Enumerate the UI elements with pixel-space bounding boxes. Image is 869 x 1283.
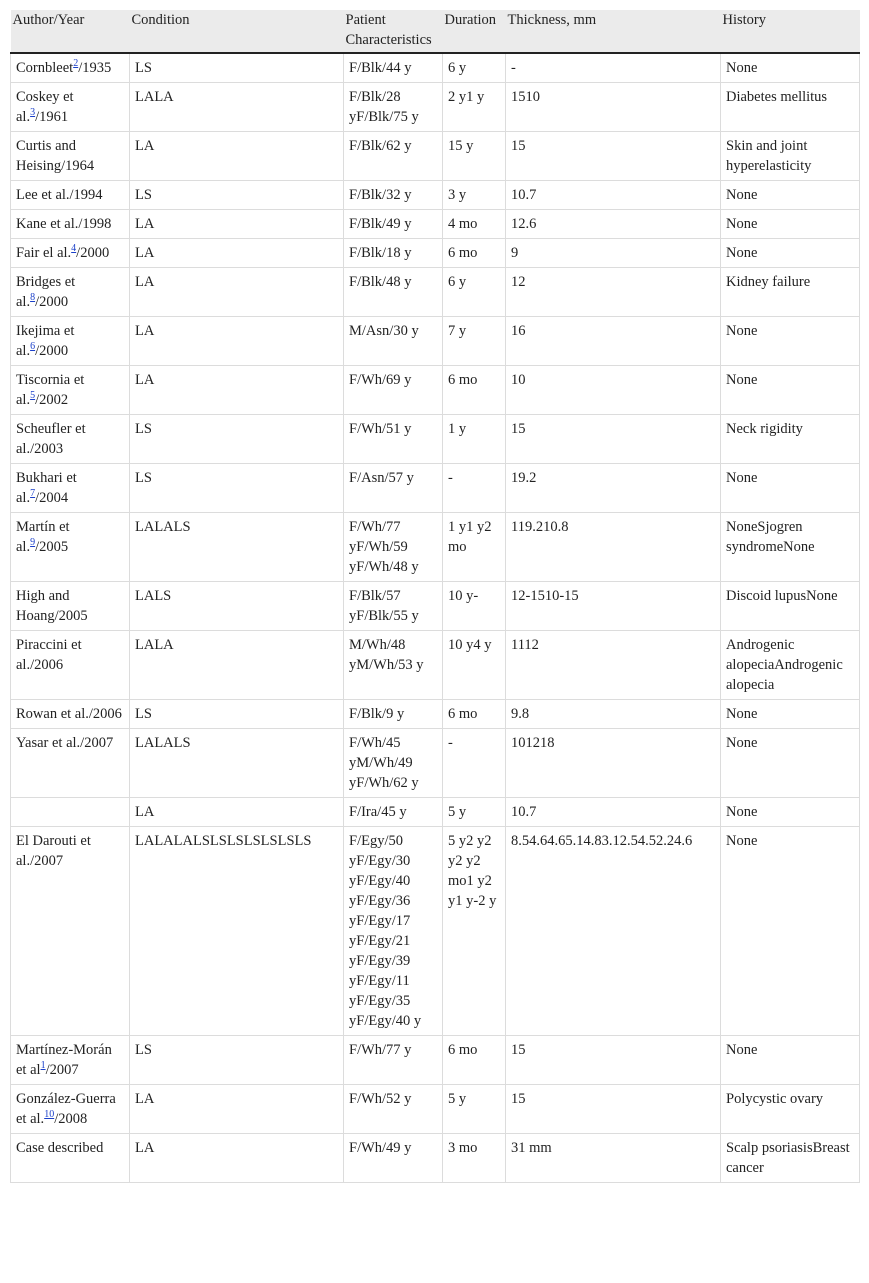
cell-condition: LS	[130, 415, 344, 464]
publication-year: /2000	[35, 294, 69, 310]
cell-thickness: 15	[506, 1036, 721, 1085]
cell-condition: LA	[130, 798, 344, 827]
cell-author-year	[11, 317, 130, 366]
cell-condition: LALALS	[130, 513, 344, 582]
cell-thickness: 31 mm	[506, 1134, 721, 1183]
cell-duration: 6 mo	[443, 700, 506, 729]
cell-history: None	[721, 827, 860, 1036]
cell-author-year	[11, 415, 130, 464]
author-name: Martínez-Morán et al	[16, 1042, 112, 1078]
cell-thickness: 12-1510-15	[506, 582, 721, 631]
publication-year: /2002	[35, 392, 69, 408]
cell-patient-characteristics: F/Blk/18 y	[344, 239, 443, 268]
cell-patient-characteristics: M/Wh/48 yM/Wh/53 y	[344, 631, 443, 700]
publication-year: /2000	[76, 245, 110, 261]
cell-patient-characteristics: F/Wh/77 y	[344, 1036, 443, 1085]
cell-duration: 2 y1 y	[443, 83, 506, 132]
cell-author-year	[11, 513, 130, 582]
cell-author-year	[11, 239, 130, 268]
table-row	[11, 239, 860, 268]
cell-author-year	[11, 631, 130, 700]
cell-condition: LS	[130, 181, 344, 210]
table-row	[11, 53, 860, 83]
cell-condition: LALA	[130, 83, 344, 132]
cell-author-year	[11, 132, 130, 181]
cell-duration: 3 y	[443, 181, 506, 210]
publication-year: /2008	[54, 1111, 88, 1127]
cell-patient-characteristics: F/Blk/9 y	[344, 700, 443, 729]
cell-history: Skin and joint hyperelasticity	[721, 132, 860, 181]
reference-link[interactable]: 10	[44, 1109, 55, 1121]
header-author-year: Author/Year	[11, 10, 130, 53]
cell-thickness: 16	[506, 317, 721, 366]
cell-duration: 10 y-	[443, 582, 506, 631]
table-row	[11, 729, 860, 798]
cell-duration: -	[443, 464, 506, 513]
cell-history: None	[721, 181, 860, 210]
cell-history: None	[721, 210, 860, 239]
reference-link[interactable]: 3	[30, 107, 36, 119]
cell-condition: LA	[130, 132, 344, 181]
cell-author-year	[11, 268, 130, 317]
cell-history: Discoid lupusNone	[721, 582, 860, 631]
cell-duration: 6 y	[443, 53, 506, 83]
cell-thickness: 1112	[506, 631, 721, 700]
cell-author-year	[11, 181, 130, 210]
cell-condition: LA	[130, 210, 344, 239]
author-name: Kane et al./1998	[16, 216, 112, 232]
cell-duration: -	[443, 729, 506, 798]
cell-history: None	[721, 317, 860, 366]
cell-history: None	[721, 366, 860, 415]
cell-thickness: 12	[506, 268, 721, 317]
header-condition: Condition	[130, 10, 344, 53]
cell-patient-characteristics: F/Blk/49 y	[344, 210, 443, 239]
cell-duration: 6 mo	[443, 1036, 506, 1085]
cell-condition: LALA	[130, 631, 344, 700]
table-row	[11, 700, 860, 729]
table-row	[11, 464, 860, 513]
cell-history: Androgenic alopeciaAndrogenic alopecia	[721, 631, 860, 700]
table-row	[11, 631, 860, 700]
table-row	[11, 1085, 860, 1134]
cell-thickness: 15	[506, 415, 721, 464]
cell-thickness: 1510	[506, 83, 721, 132]
cell-history: Kidney failure	[721, 268, 860, 317]
cell-patient-characteristics: F/Blk/32 y	[344, 181, 443, 210]
author-name: Ikejima et al.	[16, 323, 75, 359]
cell-thickness: 101218	[506, 729, 721, 798]
cell-patient-characteristics: F/Wh/45 yM/Wh/49 yF/Wh/62 y	[344, 729, 443, 798]
publication-year: /2004	[35, 490, 69, 506]
table-row	[11, 210, 860, 239]
publication-year: /2005	[35, 539, 69, 555]
cell-thickness: 9.8	[506, 700, 721, 729]
cell-condition: LA	[130, 1085, 344, 1134]
cell-duration: 1 y	[443, 415, 506, 464]
cell-condition: LALS	[130, 582, 344, 631]
cell-author-year	[11, 1085, 130, 1134]
cell-author-year	[11, 729, 130, 798]
cell-duration: 4 mo	[443, 210, 506, 239]
cell-author-year	[11, 798, 130, 827]
cell-condition: LALALALSLSLSLSLSLSLS	[130, 827, 344, 1036]
author-name: Fair el al.	[16, 245, 72, 261]
cell-duration: 6 mo	[443, 239, 506, 268]
cell-condition: LS	[130, 700, 344, 729]
table-row	[11, 268, 860, 317]
cell-patient-characteristics: F/Egy/50 yF/Egy/30 yF/Egy/40 yF/Egy/36 yF/Egy/17 yF/Egy/21 yF/Egy/39 yF/Egy/11 yF/Egy/35 yF/Egy/40 y	[344, 827, 443, 1036]
cell-condition: LA	[130, 1134, 344, 1183]
table-row	[11, 181, 860, 210]
header-thickness: Thickness, mm	[506, 10, 721, 53]
author-name: Bukhari et al.	[16, 470, 77, 506]
cell-thickness: 10.7	[506, 181, 721, 210]
cell-condition: LA	[130, 366, 344, 415]
cell-thickness: 12.6	[506, 210, 721, 239]
cell-thickness: 9	[506, 239, 721, 268]
cell-patient-characteristics: F/Blk/48 y	[344, 268, 443, 317]
table-row	[11, 798, 860, 827]
cell-condition: LALALS	[130, 729, 344, 798]
cell-patient-characteristics: F/Blk/62 y	[344, 132, 443, 181]
reference-link[interactable]: 5	[30, 390, 36, 402]
cell-author-year	[11, 827, 130, 1036]
cell-condition: LS	[130, 53, 344, 83]
cell-duration: 6 mo	[443, 366, 506, 415]
author-name: Martín et al.	[16, 519, 70, 555]
cell-patient-characteristics: F/Wh/49 y	[344, 1134, 443, 1183]
cell-duration: 7 y	[443, 317, 506, 366]
cell-history: None	[721, 798, 860, 827]
cell-author-year	[11, 210, 130, 239]
author-name: Yasar et al./2007	[16, 735, 114, 751]
cell-author-year	[11, 700, 130, 729]
author-name: Lee et al./1994	[16, 187, 103, 203]
table-row	[11, 827, 860, 1036]
cell-condition: LA	[130, 317, 344, 366]
author-name: Tiscornia et al.	[16, 372, 85, 408]
cell-author-year	[11, 366, 130, 415]
cell-history: None	[721, 239, 860, 268]
table-row	[11, 83, 860, 132]
cell-duration: 5 y	[443, 1085, 506, 1134]
cell-history: None	[721, 700, 860, 729]
cell-author-year	[11, 464, 130, 513]
reference-link[interactable]: 8	[30, 292, 36, 304]
reference-link[interactable]: 2	[73, 58, 79, 70]
cell-history: Scalp psoriasisBreast cancer	[721, 1134, 860, 1183]
cell-author-year	[11, 582, 130, 631]
cell-thickness: 15	[506, 1085, 721, 1134]
publication-year: /2000	[35, 343, 69, 359]
reference-link[interactable]: 4	[71, 243, 77, 255]
table-row	[11, 366, 860, 415]
cell-patient-characteristics: F/Wh/69 y	[344, 366, 443, 415]
cell-history: None	[721, 464, 860, 513]
cell-patient-characteristics: F/Blk/28 yF/Blk/75 y	[344, 83, 443, 132]
cell-author-year	[11, 1036, 130, 1085]
reference-link[interactable]: 9	[30, 537, 36, 549]
reference-link[interactable]: 6	[30, 341, 36, 353]
author-name: Coskey et al.	[16, 89, 74, 125]
reference-link[interactable]: 1	[40, 1060, 46, 1072]
cell-duration: 5 y2 y2 y2 y2 mo1 y2 y1 y-2 y	[443, 827, 506, 1036]
table-row	[11, 132, 860, 181]
cell-patient-characteristics: F/Wh/77 yF/Wh/59 yF/Wh/48 y	[344, 513, 443, 582]
publication-year: /2007	[45, 1062, 79, 1078]
publication-year: /1961	[35, 109, 69, 125]
cell-author-year	[11, 53, 130, 83]
table-row	[11, 317, 860, 366]
cell-thickness: 15	[506, 132, 721, 181]
cell-history: Neck rigidity	[721, 415, 860, 464]
cell-patient-characteristics: F/Wh/51 y	[344, 415, 443, 464]
cell-patient-characteristics: M/Asn/30 y	[344, 317, 443, 366]
cell-thickness: 19.2	[506, 464, 721, 513]
cell-thickness: 10	[506, 366, 721, 415]
cell-history: None	[721, 729, 860, 798]
author-name: Rowan et al./2006	[16, 706, 122, 722]
author-name: Cornbleet	[16, 60, 74, 76]
publication-year: /1935	[78, 60, 112, 76]
cell-duration: 1 y1 y2 mo	[443, 513, 506, 582]
cell-patient-characteristics: F/Wh/52 y	[344, 1085, 443, 1134]
reference-link[interactable]: 7	[30, 488, 36, 500]
table-header	[11, 10, 860, 53]
table-row	[11, 1036, 860, 1085]
cell-thickness: -	[506, 53, 721, 83]
cell-history: None	[721, 1036, 860, 1085]
cell-condition: LA	[130, 268, 344, 317]
header-duration: Duration	[443, 10, 506, 53]
cell-patient-characteristics: F/Blk/57 yF/Blk/55 y	[344, 582, 443, 631]
cell-condition: LS	[130, 464, 344, 513]
table-row	[11, 513, 860, 582]
cell-condition: LA	[130, 239, 344, 268]
cell-patient-characteristics: F/Ira/45 y	[344, 798, 443, 827]
cell-history: None	[721, 53, 860, 83]
cell-duration: 6 y	[443, 268, 506, 317]
author-name: Curtis and Heising/1964	[16, 138, 95, 174]
author-name: Case described	[16, 1140, 104, 1156]
table-row	[11, 582, 860, 631]
cell-condition: LS	[130, 1036, 344, 1085]
table-row	[11, 415, 860, 464]
header-history: History	[721, 10, 860, 53]
cell-author-year	[11, 83, 130, 132]
cell-duration: 5 y	[443, 798, 506, 827]
cell-author-year	[11, 1134, 130, 1183]
table-body	[11, 53, 860, 1183]
cell-thickness: 119.210.8	[506, 513, 721, 582]
cell-history: Polycystic ovary	[721, 1085, 860, 1134]
header-patient-characteristics: Patient Characteristics	[344, 10, 443, 53]
cell-patient-characteristics: F/Asn/57 y	[344, 464, 443, 513]
cell-duration: 10 y4 y	[443, 631, 506, 700]
cell-duration: 3 mo	[443, 1134, 506, 1183]
cell-duration: 15 y	[443, 132, 506, 181]
table-row	[11, 1134, 860, 1183]
cell-history: Diabetes mellitus	[721, 83, 860, 132]
author-name: Piraccini et al./2006	[16, 637, 82, 673]
author-name: High and Hoang/2005	[16, 588, 88, 624]
author-name: González-Guerra et al.	[16, 1091, 116, 1127]
cell-history: NoneSjogren syndromeNone	[721, 513, 860, 582]
author-name: Bridges et al.	[16, 274, 76, 310]
literature-table	[10, 10, 860, 1183]
cell-thickness: 8.54.64.65.14.83.12.54.52.24.6	[506, 827, 721, 1036]
author-name: El Darouti et al./2007	[16, 833, 91, 869]
cell-patient-characteristics: F/Blk/44 y	[344, 53, 443, 83]
author-name: Scheufler et al./2003	[16, 421, 86, 457]
cell-thickness: 10.7	[506, 798, 721, 827]
